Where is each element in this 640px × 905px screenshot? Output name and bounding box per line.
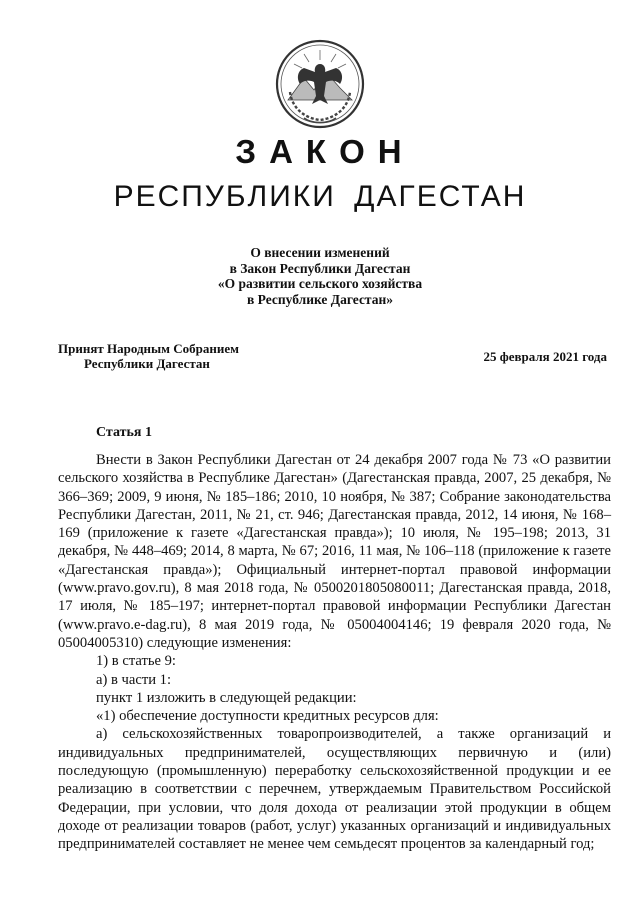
subject-line: в Закон Республики Дагестан bbox=[229, 260, 411, 276]
article-heading: Статья 1 bbox=[96, 425, 152, 440]
article-paragraph: «1) обеспечение доступности кредитных ресурсов для: bbox=[96, 708, 439, 725]
article-paragraph: пункт 1 изложить в следующей редакции: bbox=[96, 689, 357, 706]
article-paragraph: Внести в Закон Республики Дагестан от 24 декабря 2007 года № 73 «О развитии сельского хозяйства в Республике Дагестан» (Дагестанская правда, 2007, 25 декабря, № 366–369; 2009, 9 июня, № 185–186; 2010, 10 ноября, № 387; Собрание законодательства Республики Дагестан, 2011, № 21, ст. 946; Дагестанская правда, 2012, 14 июня, № 168–169 (приложение к газете «Дагестанская правда»); 10 июля, № 195–198; 2013, 31 декабря, № 448–469; 2014, 8 марта, № 67; 2016, 11 мая, № 106–118 (приложение к газете «Дагестанская правда»); Официальный интернет-портал правовой информации (www.pravo.gov.ru), 8 мая 2018 года, № 0500201805080011; Дагестанская правда, 2018, 17 июля, № 185–197; интернет-портал правовой информации Республики Дагестан (www.pravo.e-dag.ru), 8 мая 2019 года, № 05004004146; 19 февраля 2020 года, № 05004005310) следующие изменения: bbox=[58, 452, 611, 651]
article-paragraph: 1) в статье 9: bbox=[96, 653, 176, 670]
law-title: ЗАКОН bbox=[235, 133, 415, 170]
article-paragraph: а) сельскохозяйственных товаропроизводителей, а также организаций и индивидуальных предпринимателей, осуществляющих первичную и (или) последующую (промышленную) переработку сельскохозяйственной продукции и ее реализацию в соответствии с перечнем, утверждаемым Правительством Российской Федерации, при условии, что доля дохода от реализации этой продукции в общем доходе от реализации товаров (работ, услуг) указанных организаций и индивидуальных предпринимателей составляет не менее чем семьдесят процентов за календарный год; bbox=[58, 726, 611, 853]
article-body bbox=[58, 451, 611, 854]
adoption-line: Республики Дагестан bbox=[84, 356, 210, 371]
adoption-line: Принят Народным Собранием bbox=[58, 341, 240, 356]
subject-line: «О развитии сельского хозяйства bbox=[217, 276, 423, 291]
adoption-date: 25 февраля 2021 года bbox=[483, 349, 607, 364]
subject-line: О внесении изменений bbox=[250, 245, 390, 260]
law-subtitle: РЕСПУБЛИКИ ДАГЕСТАН bbox=[113, 180, 527, 213]
subject-line: в Республике Дагестан» bbox=[246, 291, 394, 307]
article-paragraph: а) в части 1: bbox=[96, 671, 172, 688]
adoption-note bbox=[58, 341, 239, 371]
coat-of-arms-emblem bbox=[274, 38, 366, 130]
law-subject bbox=[150, 245, 490, 307]
